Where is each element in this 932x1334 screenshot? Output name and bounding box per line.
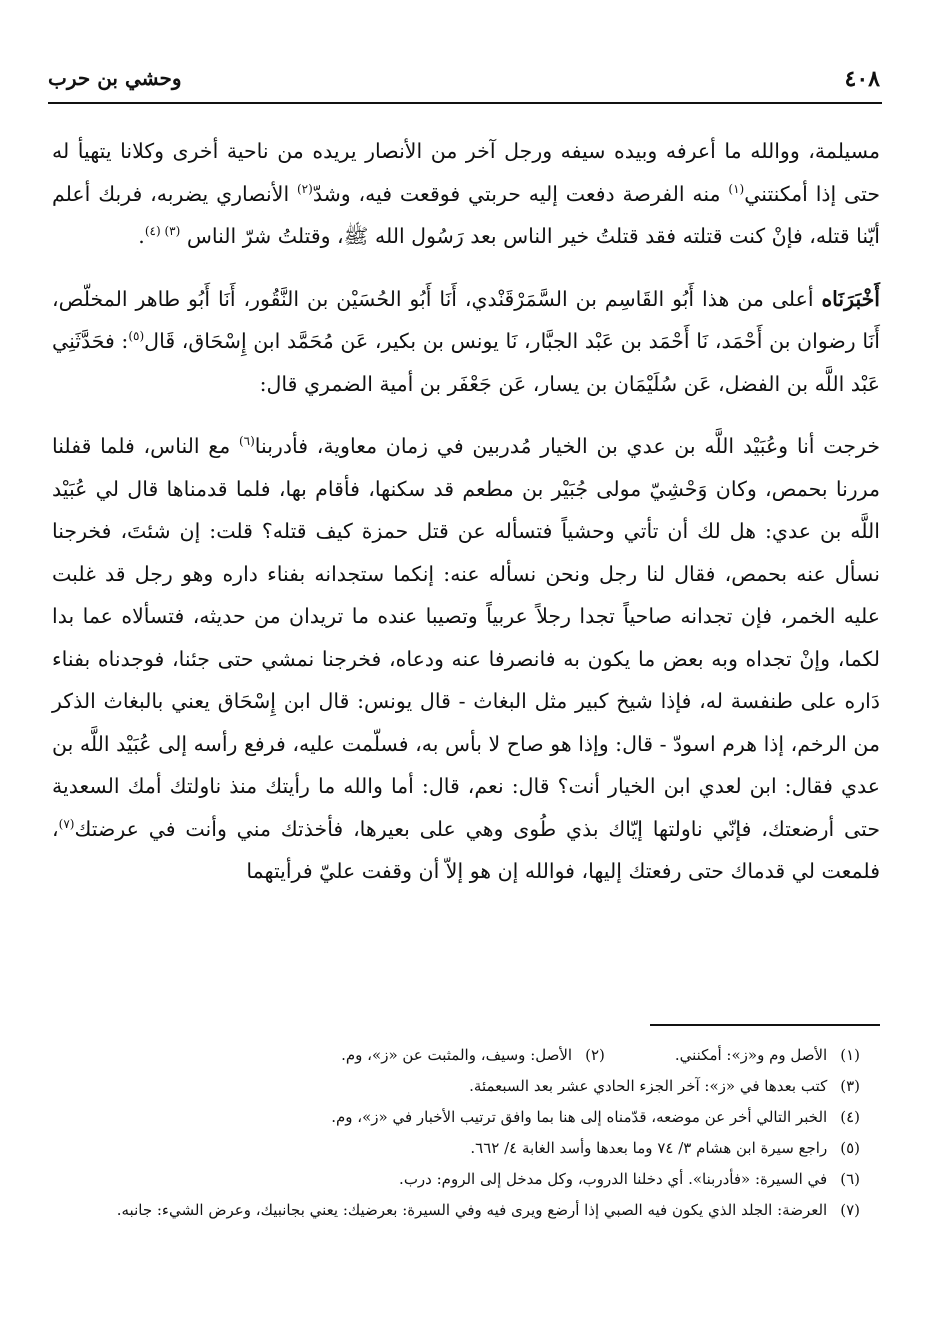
footnote-separator [650, 1024, 880, 1026]
footnote-2 [341, 1040, 605, 1071]
footnote-text: الأصل: وسيف، والمثبت عن «ز»، وم. [341, 1046, 573, 1064]
text-run: : فحَدَّثَنِي عَبْد اللَّه بن الفضل، عَن سُلَيْمَان بن يسار، عَن جَعْفَر بن أمية الضمري قال: [52, 329, 880, 396]
footnote-number: (٥) [840, 1139, 860, 1157]
text-run: مسيلمة، ووالله ما أعرفه وبيده سيفه ورجل آخر من الأنصار يريده من ناحية أخرى وكلانا يتهيأ له حتى إذا أمكنتني [52, 139, 881, 206]
footnote-ref-1: (١) [728, 181, 745, 196]
text-run: خرجت أنا وعُبَيْد اللَّه بن عدي بن الخيار مُدربين في زمان معاوية، فأدربنا [254, 434, 881, 458]
text-run: أعلى من هذا أَبُو القَاسِم بن السَّمَرْقَنْدي، أَنَا أَبُو الحُسَيْن بن النَّقُور، أَنَا أَبُو طاهر المخلّص، أَنَا رضوان بن أَحْمَد، نَا أَحْمَد بن عَبْد الجبَّار، نَا يونس بن بكير، عَن مُحَمَّد ابن إِسْحَاق، قَال [52, 286, 881, 353]
page-number: ٤٠٨ [844, 66, 880, 92]
footnote-text: الأصل وم و«ز»: أمكنني. [674, 1046, 828, 1064]
main-text [52, 130, 880, 893]
footnote-number: (٧) [840, 1201, 860, 1219]
footnotes [60, 1040, 860, 1226]
paragraph-3 [52, 425, 880, 893]
footnote-number: (١) [840, 1046, 860, 1064]
footnote-ref-2: (٢) [296, 181, 313, 196]
footnote-number: (٢) [585, 1046, 605, 1064]
text-run: مع الناس، فلما قفلنا مررنا بحمص، وكان وَحْشِيّ مولى جُبَيْر بن مطعم قد سكنها، فأقام بها، فلما قدمناها قال لي عُبَيْد اللَّه بن عدي: هل لك أن تأتي وحشياً فتسأله عن قتل حمزة كيف قتله؟ قلت: إن شئتَ، فخرجنا نسأل عنه بحمص، فقال لنا رجل ونحن نسأله عنه: إنكما ستجدانه بفناء داره وهو رجل قد غلبت عليه الخمر، فإن تجدانه صاحياً تجدا رجلاً عربياً وتصيبا عنده ما تريدان من حديثه، فتسألاه عما بدا لكما، وإنْ تجداه وبه بعض ما يكون به فانصرفا عنه ودعاه، فخرجنا نمشي حتى جئنا، فوجدناه بفناء دَاره على طنفسة له، فإذا شيخ كبير مثل البغاث - قال يونس: قال ابن إِسْحَاق يعني بالبغاث الذكر من الرخم، إذا هرم اسودّ - قال: وإذا هو صاح لا بأس به، فسلّمت عليه، فرفع رأسه إلى عُبَيْد اللَّه بن عدي فقال: ابن لعدي ابن الخيار أنت؟ قال: نعم، قال: أما والله ما رأيتك منذ ناولتك أمك السعدية حتى أرضعتك، فإنّي ناولتها إيّاك بذي طُوى وهي على بعيرها، فأخذتك مني وأنت في عرضتك [52, 434, 880, 841]
footnote-text: في السيرة: «فأدربنا». أي دخلنا الدروب، وكل مدخل إلى الروم: درب. [399, 1170, 828, 1188]
footnote-row [60, 1040, 860, 1071]
footnote-7 [60, 1195, 860, 1226]
page-header [48, 58, 882, 104]
footnote-text: كتب بعدها في «ز»: آخر الجزء الحادي عشر بعد السبعمئة. [469, 1077, 828, 1095]
text-run: ، فلمعت لي قدماك حتى رفعتك إليها، فوالله إن هو إلاّ أن وقفت عليّ فرأيتهما [52, 816, 880, 883]
paragraph-2 [52, 278, 880, 406]
footnote-number: (٣) [840, 1077, 860, 1095]
running-title: وحشي بن حرب [48, 66, 182, 90]
footnote-text: راجع سيرة ابن هشام ٣/ ٧٤ وما بعدها وأسد الغابة ٤/ ٦٦٢. [470, 1139, 828, 1157]
text-run: الأنصاري يضربه، فربك أعلم أيّنا قتله، فإنْ كنت قتلته فقد قتلتُ خير الناس بعد رَسُول الله ﷺ، وقتلتُ شرّ الناس [52, 181, 880, 248]
footnote-ref-5: (٥) [128, 329, 145, 344]
footnote-1 [675, 1040, 860, 1071]
footnote-6 [60, 1164, 860, 1195]
footnote-ref-3-4: (٣) (٤) [144, 224, 181, 239]
footnote-number: (٤) [840, 1108, 860, 1126]
footnote-ref-6: (٦) [238, 434, 255, 449]
footnote-number: (٦) [840, 1170, 860, 1188]
footnote-ref-7: (٧) [58, 816, 75, 831]
paragraph-1 [52, 130, 880, 258]
footnote-text: العرضة: الجلد الذي يكون فيه الصبي إذا أرضع ويرى فيه وفي السيرة: بعرضيك: يعني بجانبيك، وعرض الشيء: جانبه. [116, 1201, 828, 1219]
footnote-5 [60, 1133, 860, 1164]
footnote-3 [60, 1071, 860, 1102]
text-run: منه الفرصة دفعت إليه حربتي فوقعت فيه، وشدّ [312, 181, 729, 206]
footnote-text: الخبر التالي أخر عن موضعه، قدّمناه إلى هنا بما وافق ترتيب الأخبار في «ز»، وم. [331, 1108, 828, 1126]
text-run: . [138, 224, 145, 248]
footnote-4 [60, 1102, 860, 1133]
paragraph-lead-word: أَخْبَرَنَاه [821, 286, 880, 311]
